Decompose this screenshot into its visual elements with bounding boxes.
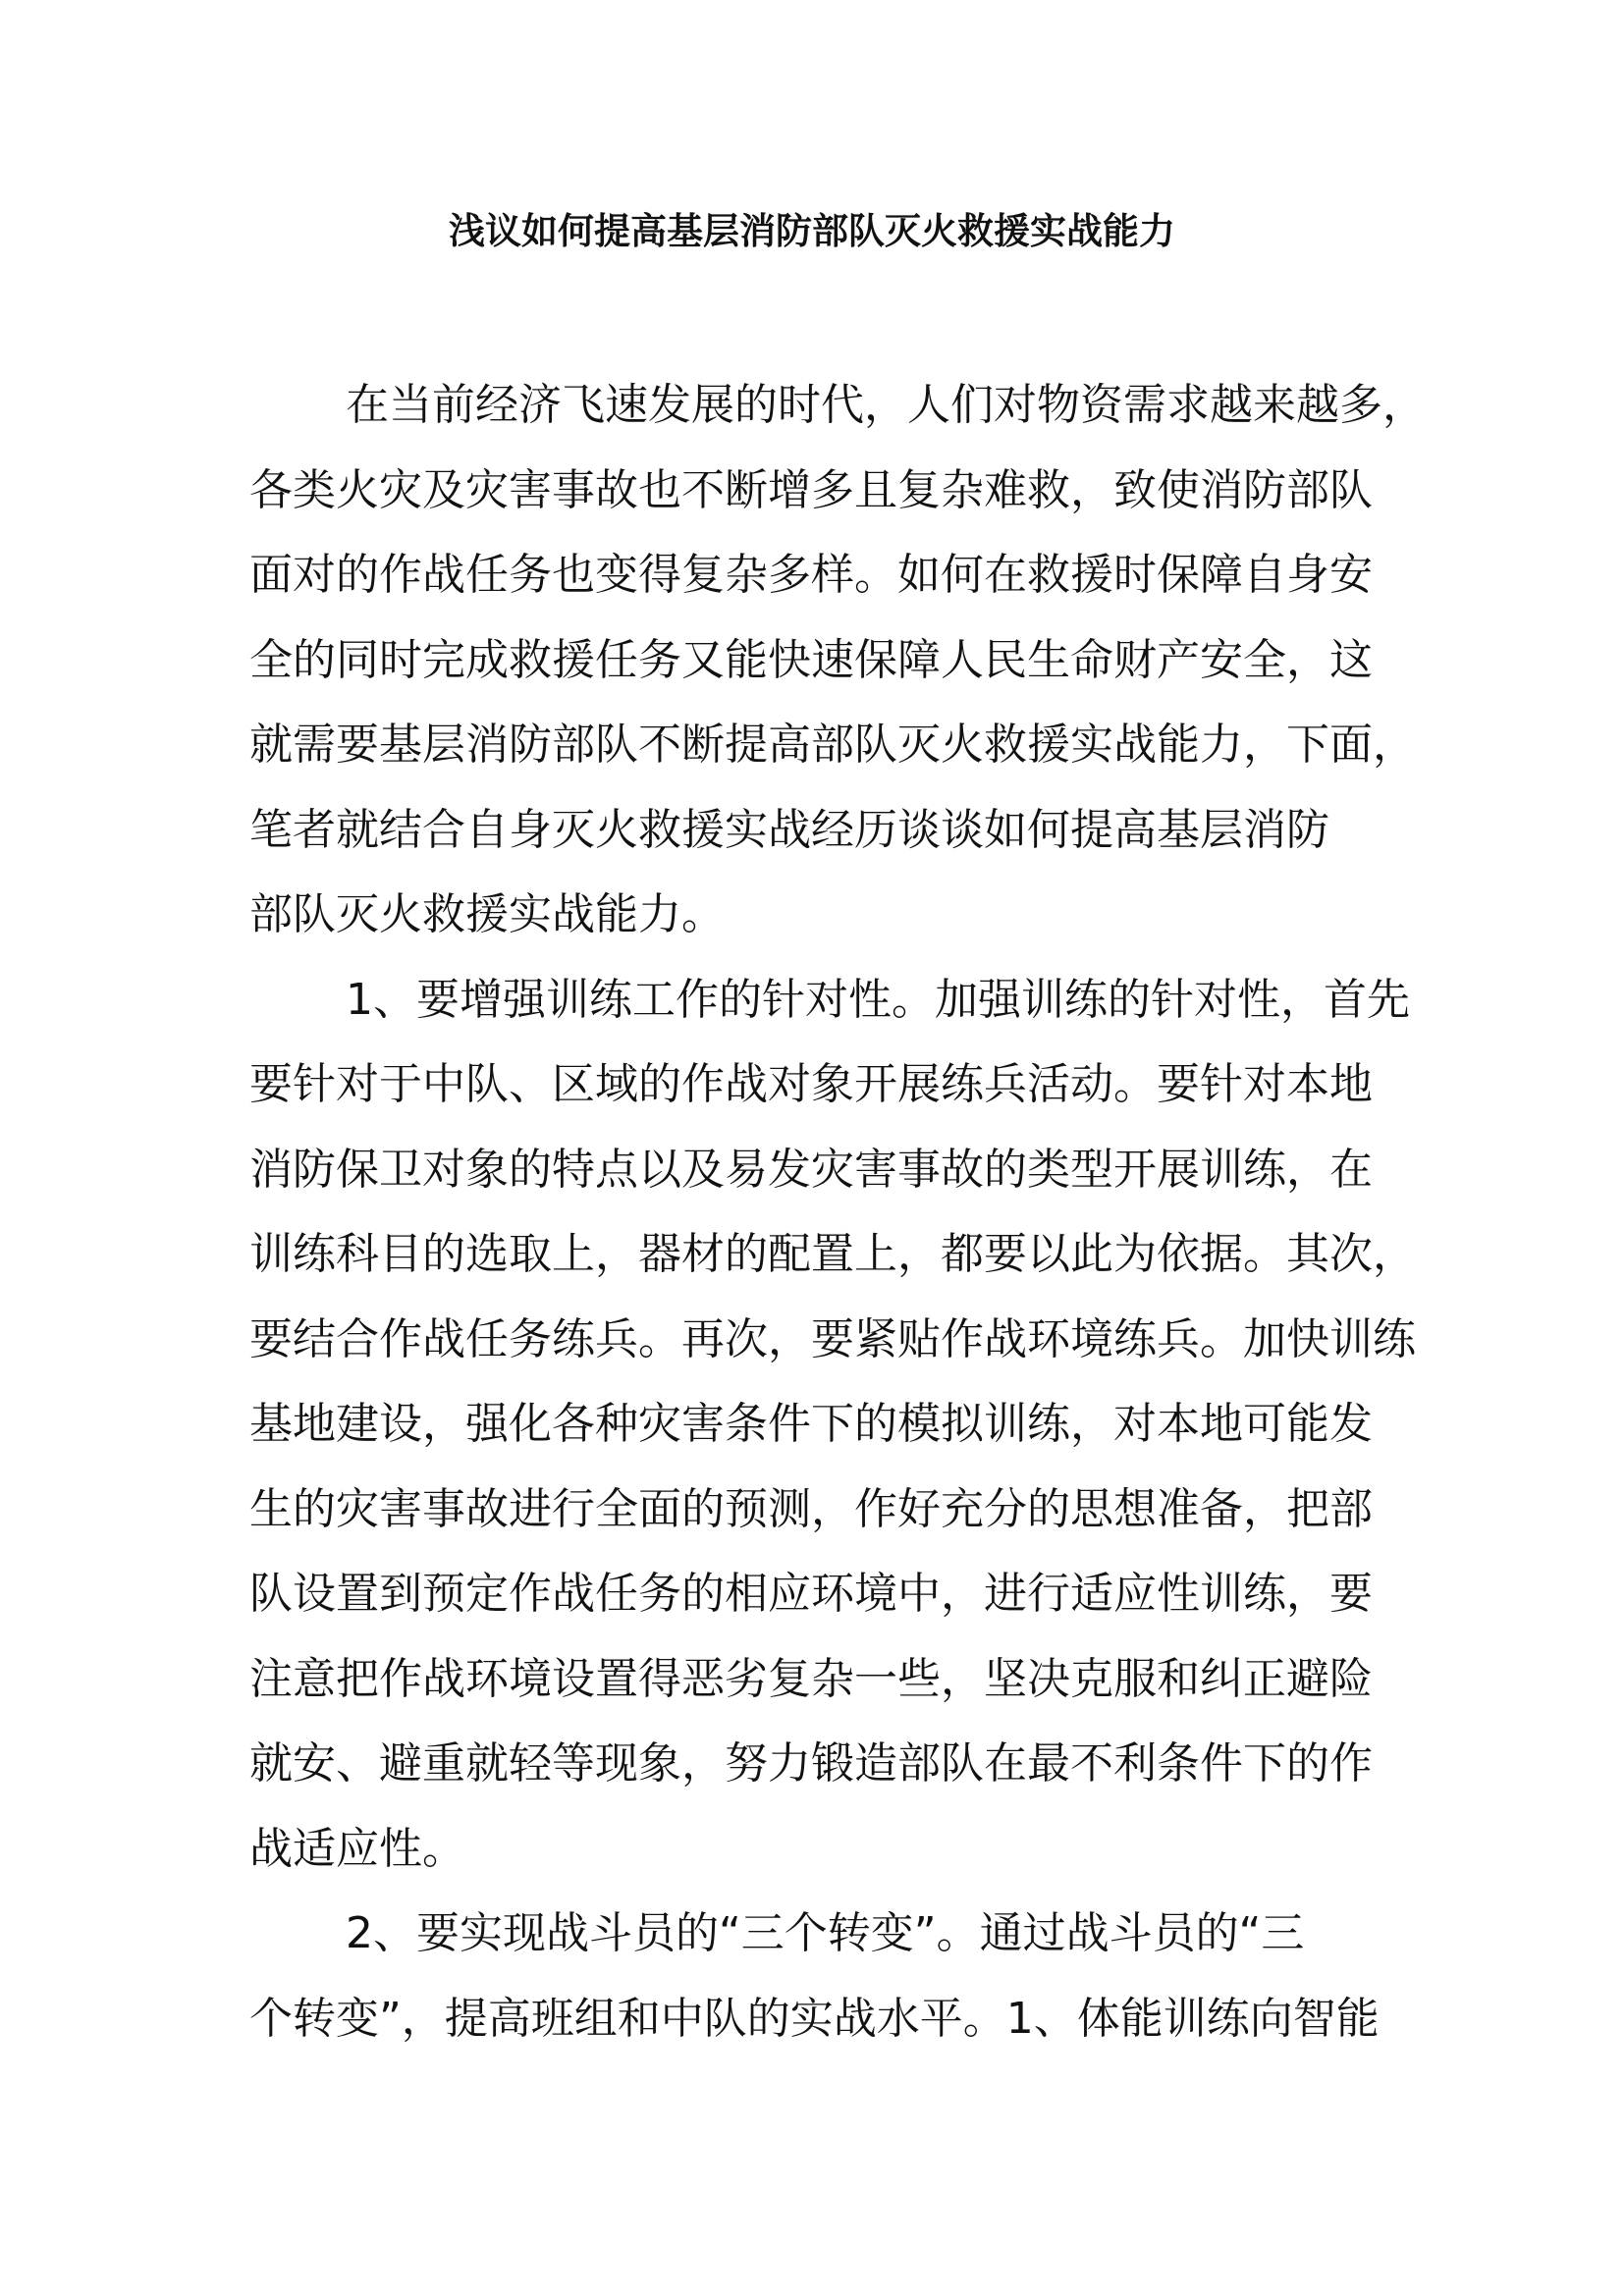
paragraph-1-line-3: 面对的作战任务也变得复杂多样。如何在救援时保障自身安 [249,550,1373,600]
paragraph-1-line-4: 全的同时完成救援任务又能快速保障人民生命财产安全，这 [249,634,1373,685]
paragraph-2-line-1: 1、要增强训练工作的针对性。加强训练的针对性，首先 [346,974,1410,1025]
paragraph-2-line-8: 队设置到预定作战任务的相应环境中，进行适应性训练，要 [249,1569,1373,1619]
paragraph-2-line-10: 就安、避重就轻等现象，努力锻造部队在最不利条件下的作 [249,1738,1373,1789]
paragraph-3-line-1: 2、要实现战斗员的“三个转变”。通过战斗员的“三 [346,1908,1305,1958]
paragraph-2-line-7: 生的灾害事故进行全面的预测，作好充分的思想准备，把部 [249,1483,1373,1534]
document-body [249,363,1426,2061]
paragraph-2-line-5: 要结合作战任务练兵。再次，要紧贴作战环境练兵。加快训练 [249,1313,1416,1364]
paragraph-2-line-2: 要针对于中队、区域的作战对象开展练兵活动。要针对本地 [249,1059,1373,1109]
paragraph-1-line-7: 部队灭火救援实战能力。 [249,889,725,939]
paragraph-2-line-3: 消防保卫对象的特点以及易发灾害事故的类型开展训练，在 [249,1144,1373,1195]
paragraph-1-line-5: 就需要基层消防部队不断提高部队灭火救援实战能力，下面， [249,720,1416,770]
paragraph-2-line-4: 训练科目的选取上，器材的配置上，都要以此为依据。其次， [249,1229,1416,1279]
paragraph-2-line-9: 注意把作战环境设置得恶劣复杂一些，坚决克服和纠正避险 [249,1653,1373,1704]
paragraph-2-line-6: 基地建设，强化各种灾害条件下的模拟训练，对本地可能发 [249,1399,1373,1449]
paragraph-1-line-2: 各类火灾及灾害事故也不断增多且复杂难救，致使消防部队 [249,464,1373,515]
paragraph-1-line-6: 笔者就结合自身灭火救援实战经历谈谈如何提高基层消防 [249,804,1329,855]
paragraph-2-line-11: 战适应性。 [249,1823,465,1874]
paragraph-1-line-1: 在当前经济飞速发展的时代，人们对物资需求越来越多， [346,380,1426,430]
paragraph-3-line-2: 个转变”，提高班组和中队的实战水平。1、体能训练向智能 [249,1993,1380,2044]
document-title: 浅议如何提高基层消防部队灭火救援实战能力 [449,209,1175,252]
